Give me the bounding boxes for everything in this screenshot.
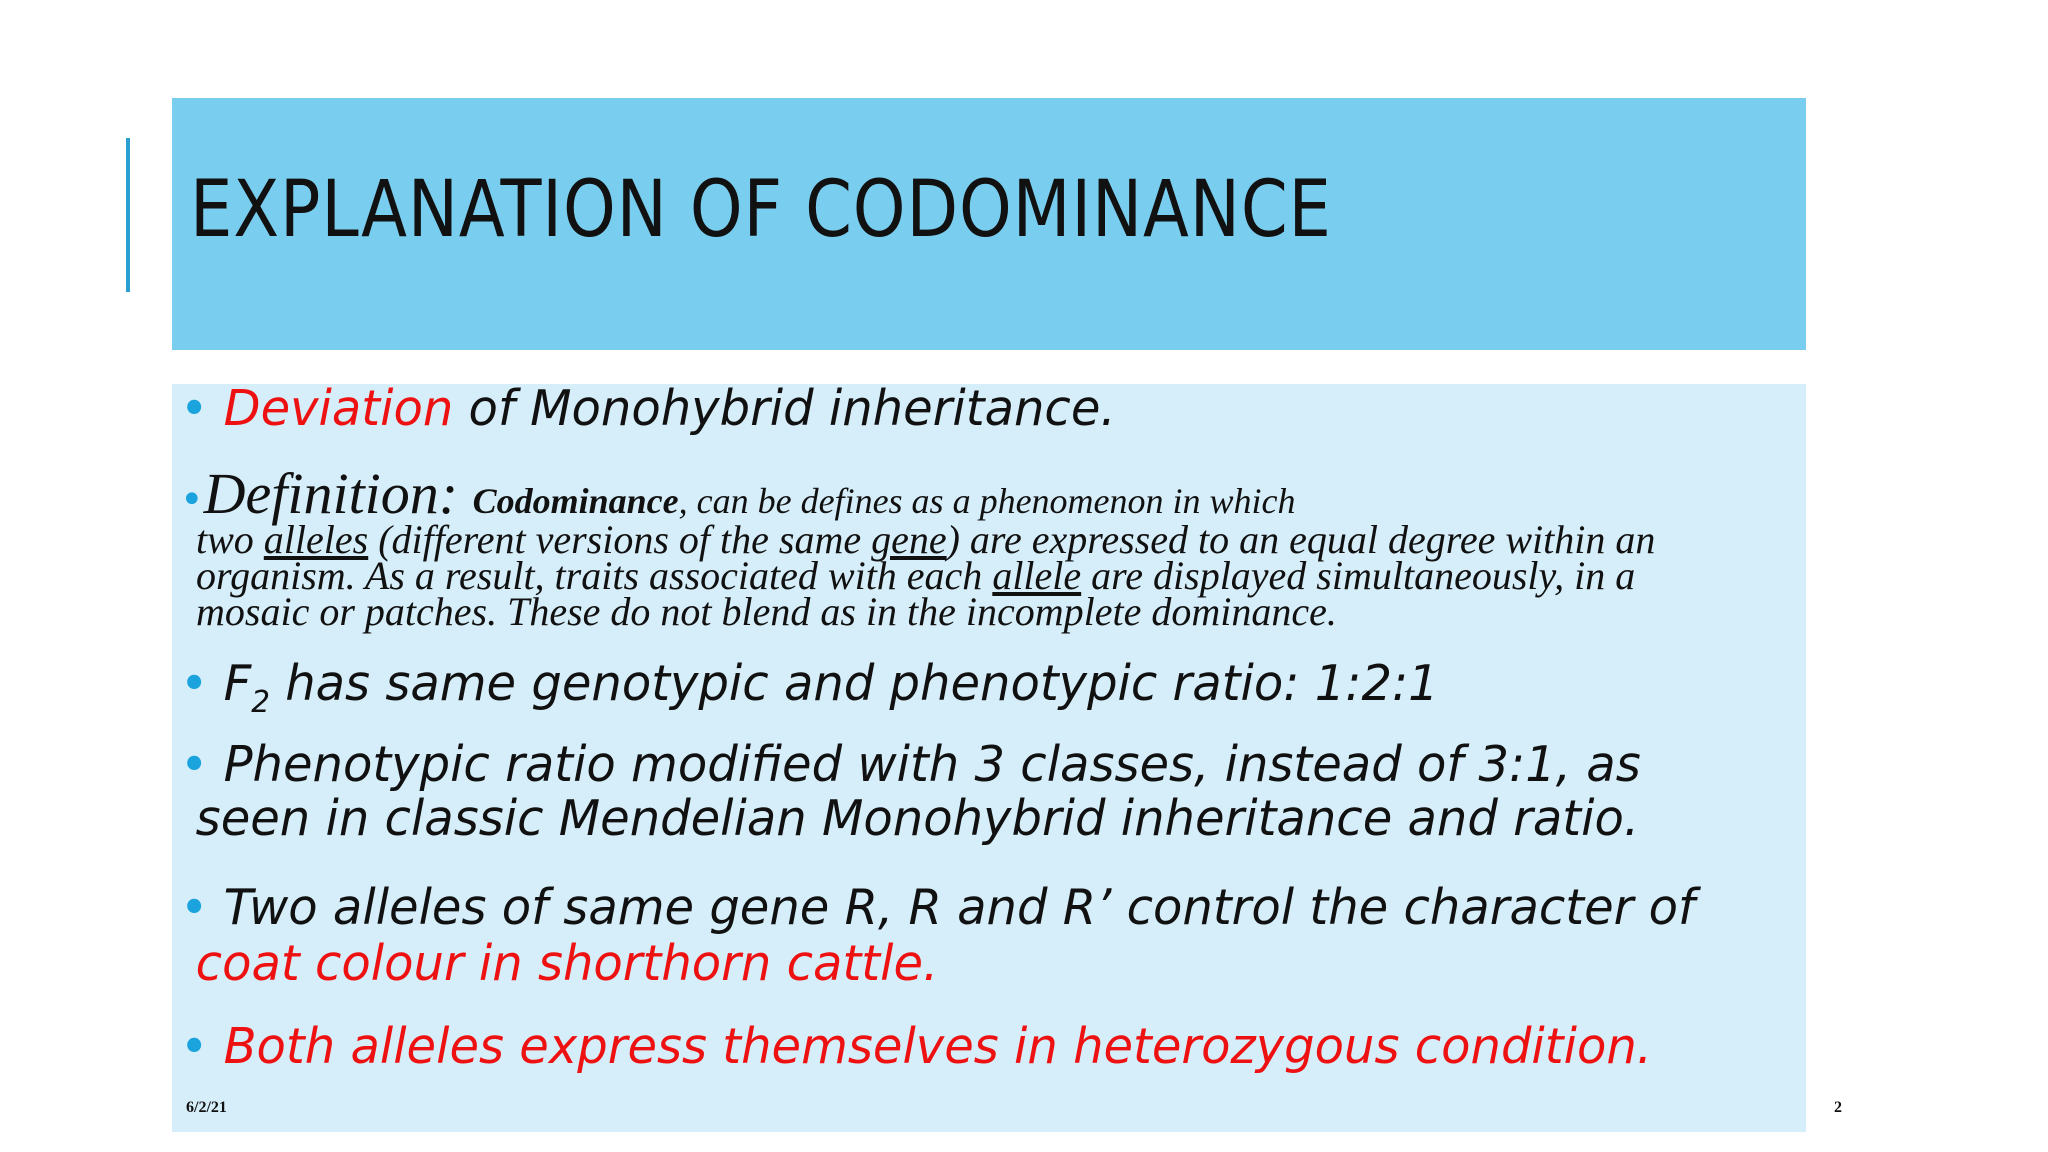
monohybrid-text: of Monohybrid inheritance. [453, 380, 1116, 437]
bullet-two-alleles [180, 880, 1695, 992]
footer-page-number: 2 [1834, 1099, 1842, 1116]
bullet-marker: • [180, 736, 209, 793]
slide-title: EXPLANATION OF CODOMINANCE [190, 165, 1332, 255]
alleles-line2: coat colour in shorthorn cattle. [195, 935, 939, 992]
bullet-deviation [180, 380, 1116, 437]
phenotypic-line2: seen in classic Mendelian Monohybrid inheritance and ratio. [195, 790, 1640, 847]
definition-heading: Definition: [203, 461, 473, 526]
line2-post: ) are expressed to an equal degree within an [946, 517, 1656, 562]
alleles-line1-text: Two alleles of same gene R, R and R’ control the character of [223, 879, 1695, 936]
definition-line1: , can be defines as a phenomenon in which [678, 481, 1296, 521]
footer-date: 6/2/21 [186, 1099, 227, 1116]
line2-mid: (different versions of the same [368, 517, 872, 562]
bullet-phenotypic-ratio [180, 738, 1641, 846]
phenotypic-line1 [180, 738, 1641, 792]
gene-link[interactable]: gene [871, 517, 947, 562]
bullet-marker: • [180, 879, 209, 936]
bullet-marker: • [180, 477, 204, 523]
bullet-marker: • [180, 1018, 209, 1075]
accent-line [126, 138, 130, 292]
phenotypic-line1-text: Phenotypic ratio modified with 3 classes, instead of 3:1, as [223, 736, 1641, 793]
f-letter: F [223, 655, 252, 712]
definition-line4: mosaic or patches. These do not blend as in the incomplete dominance. [196, 589, 1337, 634]
bullet-f2-ratio [180, 655, 1439, 720]
heterozygous-text: Both alleles express themselves in heterozygous condition. [223, 1018, 1653, 1075]
line2-pre: two [196, 517, 264, 562]
f2-text: has same genotypic and phenotypic ratio: 1:2:1 [269, 655, 1439, 712]
line3-post: are displayed simultaneously, in a [1081, 553, 1636, 598]
bullet-heterozygous [180, 1018, 1652, 1075]
codominance-term: Codominance [472, 481, 679, 521]
bullet-marker: • [180, 655, 209, 712]
allele-link[interactable]: allele [992, 553, 1082, 598]
deviation-text: Deviation [223, 380, 454, 437]
bullet-marker: • [180, 380, 209, 437]
f-subscript: 2 [251, 685, 270, 720]
alleles-link[interactable]: alleles [263, 517, 369, 562]
alleles-line1 [180, 880, 1695, 936]
definition-body [196, 517, 1656, 634]
line3-pre: organism. As a result, traits associated with each [196, 553, 993, 598]
